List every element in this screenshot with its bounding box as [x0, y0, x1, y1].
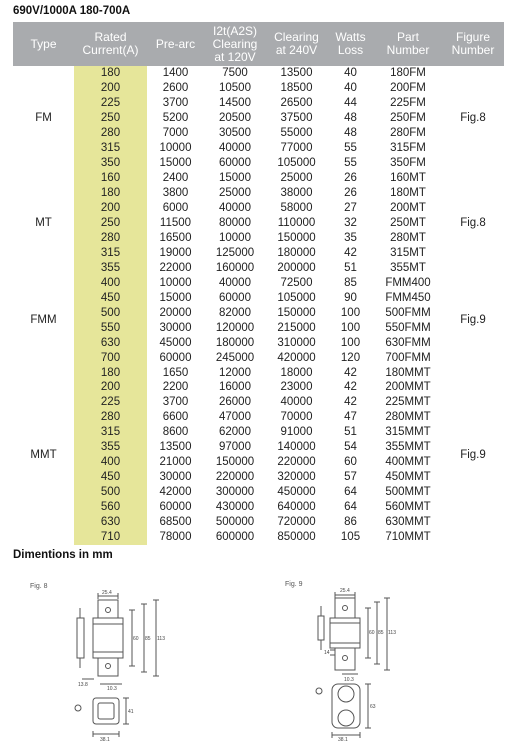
clearing-120v-cell: 16000 — [219, 381, 251, 394]
rated-current-cell: 200 — [74, 380, 147, 395]
fig8-dim-85: 85 — [145, 636, 151, 642]
rated-current-cell: 250 — [74, 216, 147, 231]
pre-arc-cell: 30000 — [159, 321, 192, 334]
clearing-120v-cell: 40000 — [219, 276, 251, 289]
clearing-240v-cell: 150000 — [277, 306, 316, 319]
clearing-240v-cell: 37500 — [280, 112, 313, 125]
rated-current-cell: 250 — [74, 111, 147, 126]
clearing-240v-cell: 110000 — [277, 217, 316, 229]
watts-loss-cell: 42 — [344, 396, 357, 409]
pre-arc-cell: 2600 — [162, 82, 189, 95]
part-number-cell: 315MMT — [385, 426, 431, 439]
header-pre-arc: Pre-arc — [147, 22, 204, 66]
type-cell: FMM — [30, 314, 57, 327]
watts-loss-cell: 105 — [340, 531, 361, 544]
watts-loss-cell: 64 — [344, 501, 357, 514]
watts-loss-cell: 100 — [340, 306, 361, 319]
part-number-cell: 180FM — [390, 67, 426, 80]
header-rated-current: Rated Current(A) — [74, 22, 147, 66]
table-row — [13, 260, 504, 275]
part-number-cell: 700FMM — [385, 351, 431, 364]
part-number-cell: 280MMT — [385, 411, 431, 424]
fig9-drawing — [300, 588, 420, 743]
rated-current-cell: 355 — [74, 260, 147, 275]
table-row — [13, 320, 504, 335]
fig9-dim-10-3: 10.3 — [344, 677, 354, 683]
rated-current-cell: 200 — [74, 201, 147, 216]
part-number-cell: 500MMT — [385, 486, 431, 499]
clearing-240v-cell: 640000 — [277, 501, 316, 514]
rated-current-cell: 315 — [74, 141, 147, 156]
rated-current-cell: 160 — [74, 171, 147, 186]
watts-loss-cell: 100 — [340, 321, 361, 334]
watts-loss-cell: 40 — [344, 82, 357, 95]
clearing-240v-cell: 720000 — [277, 516, 316, 529]
header-watts-loss: Watts Loss — [327, 22, 374, 66]
clearing-120v-cell: 15000 — [219, 172, 251, 185]
type-cell: MMT — [30, 448, 57, 461]
rated-current-cell: 550 — [74, 320, 147, 335]
watts-loss-cell: 54 — [344, 441, 357, 454]
clearing-240v-cell: 91000 — [280, 426, 313, 439]
rated-current-cell: 350 — [74, 156, 147, 171]
rated-current-cell: 315 — [74, 245, 147, 260]
table-row — [13, 425, 504, 440]
clearing-120v-cell: 500000 — [215, 516, 255, 529]
part-number-cell: 200MMT — [385, 381, 431, 394]
pre-arc-cell: 7000 — [162, 127, 189, 140]
watts-loss-cell: 64 — [344, 486, 357, 499]
fig8-dim-38-1: 38.1 — [100, 737, 110, 743]
part-number-cell: 180MMT — [385, 366, 431, 379]
clearing-240v-cell: 25000 — [280, 172, 313, 185]
figure-cell: Fig.9 — [460, 448, 486, 461]
table-row — [13, 395, 504, 410]
table-row — [13, 485, 504, 500]
rated-current-cell: 630 — [74, 515, 147, 530]
table-row — [13, 96, 504, 111]
pre-arc-cell: 16500 — [159, 231, 192, 244]
clearing-240v-cell: 70000 — [280, 411, 313, 424]
pre-arc-cell: 2400 — [162, 172, 189, 185]
clearing-120v-cell: 97000 — [219, 441, 251, 454]
pre-arc-cell: 3700 — [162, 396, 189, 409]
type-cell: MT — [35, 217, 52, 229]
clearing-240v-cell: 180000 — [277, 246, 316, 259]
pre-arc-cell: 3700 — [162, 97, 189, 110]
pre-arc-cell: 21000 — [159, 456, 192, 469]
table-row — [13, 111, 504, 126]
table-header-row — [13, 22, 504, 66]
rated-current-cell: 180 — [74, 365, 147, 380]
clearing-120v-cell: 300000 — [215, 486, 255, 499]
part-number-cell: 450MMT — [385, 471, 431, 484]
pre-arc-cell: 45000 — [159, 336, 192, 349]
clearing-120v-cell: 60000 — [219, 291, 251, 304]
rated-current-cell: 280 — [74, 126, 147, 141]
rated-current-cell: 315 — [74, 425, 147, 440]
watts-loss-cell: 42 — [344, 381, 357, 394]
rated-current-cell: 400 — [74, 275, 147, 290]
table-row — [13, 245, 504, 260]
pre-arc-cell: 8600 — [162, 426, 189, 439]
header-part-number: Part Number — [374, 22, 442, 66]
part-number-cell: FMM400 — [385, 276, 431, 289]
fig9-dim-38-1: 38.1 — [338, 737, 348, 743]
clearing-240v-cell: 150000 — [277, 231, 316, 244]
watts-loss-cell: 57 — [344, 471, 357, 484]
part-number-cell: 160MT — [390, 172, 426, 185]
clearing-120v-cell: 180000 — [215, 336, 255, 349]
clearing-120v-cell: 125000 — [215, 246, 255, 259]
table-row — [13, 380, 504, 395]
figure-cell: Fig.9 — [460, 314, 486, 327]
fig8-dim-10-3: 10.3 — [107, 686, 117, 692]
watts-loss-cell: 55 — [344, 142, 357, 155]
fig9-dim-85: 85 — [378, 630, 384, 636]
pre-arc-cell: 10000 — [159, 276, 192, 289]
table-row — [13, 455, 504, 470]
clearing-240v-cell: 215000 — [277, 321, 316, 334]
pre-arc-cell: 5200 — [162, 112, 189, 125]
fig9-dim-14: 14 — [324, 650, 330, 656]
pre-arc-cell: 60000 — [159, 501, 192, 514]
table-row — [13, 275, 504, 290]
pre-arc-cell: 20000 — [159, 306, 192, 319]
part-number-cell: 350FM — [390, 157, 426, 170]
pre-arc-cell: 13500 — [159, 441, 192, 454]
part-number-cell: 550FMM — [385, 321, 431, 334]
clearing-240v-cell: 220000 — [277, 456, 316, 469]
clearing-120v-cell: 20500 — [219, 112, 251, 125]
watts-loss-cell: 51 — [344, 426, 357, 439]
clearing-240v-cell: 450000 — [277, 486, 316, 499]
watts-loss-cell: 90 — [344, 291, 357, 304]
clearing-120v-cell: 60000 — [219, 157, 251, 170]
fig9-dim-width: 25.4 — [340, 588, 350, 594]
table-row — [13, 305, 504, 320]
part-number-cell: 630FMM — [385, 336, 431, 349]
clearing-240v-cell: 38000 — [280, 187, 313, 200]
header-type: Type — [13, 22, 74, 66]
watts-loss-cell: 26 — [344, 172, 357, 185]
clearing-240v-cell: 105000 — [277, 157, 316, 170]
pre-arc-cell: 10000 — [159, 142, 192, 155]
clearing-240v-cell: 77000 — [280, 142, 313, 155]
clearing-120v-cell: 82000 — [219, 306, 251, 319]
fig8-dim-113: 113 — [157, 636, 165, 642]
rated-current-cell: 355 — [74, 440, 147, 455]
watts-loss-cell: 55 — [344, 157, 357, 170]
clearing-240v-cell: 13500 — [280, 67, 313, 80]
table-row — [13, 290, 504, 305]
part-number-cell: 355MT — [390, 261, 426, 274]
table-row — [13, 66, 504, 81]
rated-current-cell: 400 — [74, 455, 147, 470]
part-number-cell: 280MT — [390, 231, 426, 244]
watts-loss-cell: 51 — [344, 261, 357, 274]
clearing-120v-cell: 10000 — [219, 231, 251, 244]
type-cell: FM — [35, 112, 52, 125]
part-number-cell: 630MMT — [385, 516, 431, 529]
clearing-120v-cell: 600000 — [215, 531, 255, 544]
fig8-dim-width: 25.4 — [102, 590, 112, 596]
part-number-cell: 200MT — [390, 202, 426, 215]
fig9-label: Fig. 9 — [285, 581, 303, 588]
pre-arc-cell: 15000 — [159, 157, 192, 170]
watts-loss-cell: 42 — [344, 366, 357, 379]
table-row — [13, 81, 504, 96]
clearing-240v-cell: 23000 — [280, 381, 313, 394]
pre-arc-cell: 68500 — [159, 516, 192, 529]
watts-loss-cell: 42 — [344, 246, 357, 259]
figure-cell: Fig.8 — [460, 217, 486, 229]
table-row — [13, 156, 504, 171]
clearing-120v-cell: 47000 — [219, 411, 251, 424]
clearing-240v-cell: 850000 — [277, 531, 316, 544]
watts-loss-cell: 48 — [344, 127, 357, 140]
pre-arc-cell: 3800 — [162, 187, 189, 200]
header-figure-number: Figure Number — [442, 22, 504, 66]
part-number-cell: FMM450 — [385, 291, 431, 304]
rated-current-cell: 450 — [74, 470, 147, 485]
fig8-dim-60: 60 — [133, 636, 139, 642]
rated-current-cell: 225 — [74, 96, 147, 111]
pre-arc-cell: 6600 — [162, 411, 189, 424]
clearing-120v-cell: 14500 — [219, 97, 251, 110]
table-row — [13, 350, 504, 365]
pre-arc-cell: 2200 — [162, 381, 189, 394]
rated-current-cell: 710 — [74, 530, 147, 545]
table-row — [13, 530, 504, 545]
rated-current-cell: 180 — [74, 186, 147, 201]
part-number-cell: 250MT — [390, 217, 426, 229]
part-number-cell: 250FM — [390, 112, 426, 125]
watts-loss-cell: 32 — [344, 217, 357, 229]
part-number-cell: 315FM — [390, 142, 426, 155]
watts-loss-cell: 47 — [344, 411, 357, 424]
pre-arc-cell: 22000 — [159, 261, 192, 274]
rated-current-cell: 180 — [74, 66, 147, 81]
watts-loss-cell: 60 — [344, 456, 357, 469]
rated-current-cell: 500 — [74, 305, 147, 320]
watts-loss-cell: 48 — [344, 112, 357, 125]
fig8-dim-41: 41 — [128, 709, 134, 715]
clearing-240v-cell: 320000 — [277, 471, 316, 484]
table-row — [13, 515, 504, 530]
pre-arc-cell: 30000 — [159, 471, 192, 484]
clearing-240v-cell: 58000 — [280, 202, 313, 215]
fig8-label: Fig. 8 — [30, 583, 48, 590]
rated-current-cell: 500 — [74, 485, 147, 500]
rated-current-cell: 700 — [74, 350, 147, 365]
watts-loss-cell: 40 — [344, 67, 357, 80]
pre-arc-cell: 15000 — [159, 291, 192, 304]
clearing-120v-cell: 80000 — [219, 217, 251, 229]
part-number-cell: 180MT — [390, 187, 426, 200]
part-number-cell: 560MMT — [385, 501, 431, 514]
part-number-cell: 315MT — [390, 246, 426, 259]
clearing-120v-cell: 10500 — [219, 82, 251, 95]
table-row — [13, 216, 504, 231]
pre-arc-cell: 78000 — [159, 531, 192, 544]
clearing-240v-cell: 105000 — [277, 291, 316, 304]
clearing-240v-cell: 18000 — [280, 366, 313, 379]
clearing-240v-cell: 18500 — [280, 82, 313, 95]
part-number-cell: 500FMM — [385, 306, 431, 319]
pre-arc-cell: 6000 — [162, 202, 189, 215]
part-number-cell: 400MMT — [385, 456, 431, 469]
clearing-240v-cell: 200000 — [277, 261, 316, 274]
table-row — [13, 410, 504, 425]
table-body — [13, 66, 504, 545]
rated-current-cell: 630 — [74, 335, 147, 350]
clearing-120v-cell: 12000 — [219, 366, 251, 379]
fig8-drawing — [60, 588, 180, 743]
table-row — [13, 470, 504, 485]
figure-cell: Fig.8 — [460, 112, 486, 125]
clearing-240v-cell: 26500 — [280, 97, 313, 110]
watts-loss-cell: 26 — [344, 187, 357, 200]
clearing-240v-cell: 55000 — [280, 127, 313, 140]
clearing-120v-cell: 40000 — [219, 142, 251, 155]
fig9-dim-60: 60 — [369, 630, 375, 636]
table-row — [13, 365, 504, 380]
clearing-240v-cell: 420000 — [277, 351, 316, 364]
pre-arc-cell: 19000 — [159, 246, 192, 259]
watts-loss-cell: 86 — [344, 516, 357, 529]
rated-current-cell: 225 — [74, 395, 147, 410]
clearing-120v-cell: 30500 — [219, 127, 251, 140]
table-row — [13, 126, 504, 141]
pre-arc-cell: 11500 — [159, 217, 192, 229]
clearing-120v-cell: 25000 — [219, 187, 251, 200]
fig9-dim-113: 113 — [388, 630, 396, 636]
part-number-cell: 280FM — [390, 127, 426, 140]
table-row — [13, 500, 504, 515]
watts-loss-cell: 44 — [344, 97, 357, 110]
header-clearing-120v: I2t(A2S) Clearing at 120V — [204, 22, 266, 66]
watts-loss-cell: 27 — [344, 202, 357, 215]
rated-current-cell: 280 — [74, 410, 147, 425]
clearing-120v-cell: 62000 — [219, 426, 251, 439]
dimensions-title: Dimentions in mm — [13, 549, 113, 561]
clearing-120v-cell: 160000 — [215, 261, 255, 274]
watts-loss-cell: 35 — [344, 231, 357, 244]
fig8-dim-13-8: 13.8 — [78, 682, 88, 688]
table-row — [13, 186, 504, 201]
clearing-120v-cell: 26000 — [219, 396, 251, 409]
clearing-120v-cell: 220000 — [215, 471, 255, 484]
part-number-cell: 225MMT — [385, 396, 431, 409]
pre-arc-cell: 1650 — [162, 366, 189, 379]
part-number-cell: 225FM — [390, 97, 426, 110]
table-row — [13, 230, 504, 245]
table-row — [13, 171, 504, 186]
table-row — [13, 141, 504, 156]
clearing-240v-cell: 140000 — [277, 441, 316, 454]
clearing-120v-cell: 120000 — [215, 321, 255, 334]
clearing-240v-cell: 40000 — [280, 396, 313, 409]
rated-current-cell: 560 — [74, 500, 147, 515]
clearing-120v-cell: 7500 — [222, 67, 248, 80]
table-row — [13, 440, 504, 455]
clearing-120v-cell: 150000 — [215, 456, 255, 469]
header-clearing-240v: Clearing at 240V — [266, 22, 327, 66]
part-number-cell: 200FM — [390, 82, 426, 95]
rated-current-cell: 200 — [74, 81, 147, 96]
clearing-120v-cell: 245000 — [215, 351, 255, 364]
fuse-spec-table — [13, 22, 504, 545]
table-title: 690V/1000A 180-700A — [13, 5, 131, 17]
fig9-dim-63: 63 — [370, 704, 376, 710]
part-number-cell: 355MMT — [385, 441, 431, 454]
watts-loss-cell: 85 — [344, 276, 357, 289]
watts-loss-cell: 100 — [340, 336, 361, 349]
clearing-120v-cell: 40000 — [219, 202, 251, 215]
table-row — [13, 335, 504, 350]
part-number-cell: 710MMT — [385, 531, 431, 544]
rated-current-cell: 280 — [74, 230, 147, 245]
clearing-240v-cell: 72500 — [280, 276, 313, 289]
pre-arc-cell: 42000 — [159, 486, 192, 499]
pre-arc-cell: 60000 — [159, 351, 192, 364]
clearing-120v-cell: 430000 — [215, 501, 255, 514]
watts-loss-cell: 120 — [340, 351, 361, 364]
pre-arc-cell: 1400 — [162, 67, 189, 80]
clearing-240v-cell: 310000 — [277, 336, 316, 349]
rated-current-cell: 450 — [74, 290, 147, 305]
table-row — [13, 201, 504, 216]
